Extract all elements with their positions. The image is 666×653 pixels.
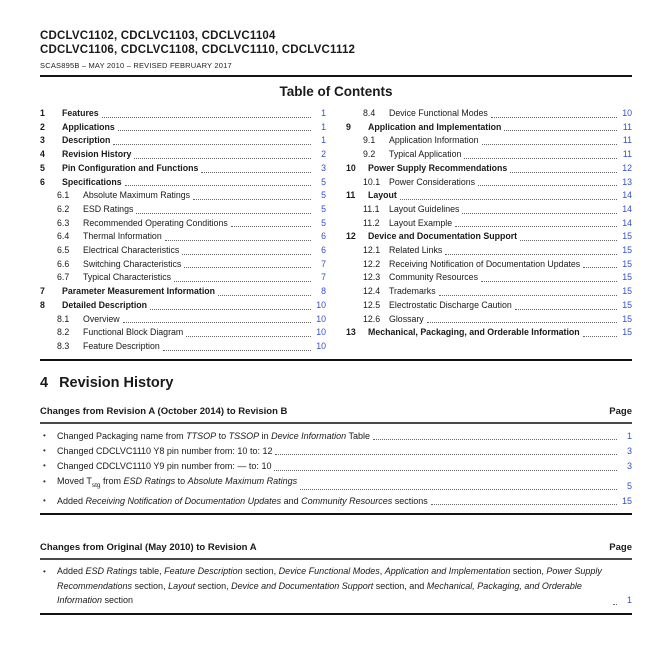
toc-page-link[interactable]: 5	[321, 203, 326, 214]
revision-item	[40, 428, 632, 443]
toc-entry-label: Specifications	[62, 176, 122, 187]
toc-page-link[interactable]: 7	[321, 272, 326, 283]
dot-leader	[613, 604, 617, 605]
toc-entry-number: 11	[346, 190, 356, 201]
dot-leader	[445, 254, 617, 255]
revision-table-page-label: Page	[609, 405, 632, 417]
revision-item-main	[57, 493, 632, 508]
revision-items	[40, 560, 632, 612]
revision-item-main	[57, 428, 632, 443]
revision-item-text: Added ESD Ratings table, Feature Description section, Device Functional Modes, Application and Implementation section, Power Supply Recommendations section, Layout section, Device and Documentation Support section, and Mechanical, Packaging, and Orderable Information section	[57, 566, 602, 606]
toc-entry	[346, 244, 632, 258]
toc-entry-label: Applications	[62, 121, 115, 132]
toc-entry-main	[389, 313, 632, 327]
toc-page-link[interactable]: 15	[622, 231, 632, 242]
toc-entry	[346, 121, 632, 135]
toc-entry-label: Glossary	[389, 313, 424, 324]
dot-leader	[400, 199, 617, 200]
dot-leader	[193, 199, 311, 200]
toc-entry-label: Application and Implementation	[368, 121, 502, 132]
toc-entry-number: 1	[40, 108, 45, 118]
toc-entry	[346, 107, 632, 121]
part-numbers-line2: CDCLVC1106, CDCLVC1108, CDCLVC1110, CDCLVC1112	[40, 43, 356, 56]
revision-item	[40, 564, 632, 607]
toc-entry-label: ESD Ratings	[83, 203, 134, 214]
dot-leader	[174, 281, 311, 282]
toc-entry	[346, 217, 632, 231]
toc-entry-number: 10	[346, 162, 356, 173]
toc-entry-main	[389, 148, 632, 162]
toc-entry	[346, 271, 632, 285]
dot-leader	[504, 130, 617, 131]
revision-item	[40, 443, 632, 458]
table-of-contents	[40, 107, 632, 354]
toc-page-link[interactable]: 14	[622, 190, 632, 201]
dot-leader	[186, 336, 311, 337]
bullet-icon	[40, 493, 57, 508]
toc-page-link[interactable]: 11	[622, 149, 632, 160]
toc-entry	[346, 189, 632, 203]
toc-entry-label: Device and Documentation Support	[368, 231, 518, 242]
toc-page-link[interactable]: 15	[622, 286, 632, 297]
dot-leader	[218, 295, 311, 296]
toc-entry	[346, 162, 632, 176]
dot-leader	[201, 172, 311, 173]
table-bottom-rule	[40, 513, 632, 515]
toc-entry-main	[368, 121, 632, 135]
dot-leader	[373, 439, 617, 440]
toc-entry	[346, 203, 632, 217]
toc-entry	[40, 299, 326, 313]
toc-entry-main	[389, 134, 632, 148]
toc-page-link[interactable]: 6	[321, 231, 326, 242]
bullet-icon	[40, 564, 57, 607]
toc-page-link[interactable]: 8	[321, 286, 326, 297]
toc-entry-main	[83, 217, 326, 231]
dot-leader	[491, 117, 617, 118]
dot-leader	[481, 281, 617, 282]
toc-page-link[interactable]: 13	[622, 176, 632, 187]
toc-entry-main	[389, 203, 632, 217]
toc-entry	[346, 285, 632, 299]
toc-entry-number: 3	[40, 135, 45, 146]
toc-entry-main	[389, 244, 632, 258]
toc-page-link[interactable]: 5	[321, 190, 326, 201]
toc-entry-main	[62, 121, 326, 135]
revision-item-main	[57, 458, 632, 473]
toc-entry-number: 11.2	[363, 217, 380, 228]
toc-page-link[interactable]: 10	[316, 299, 326, 310]
toc-entry-label: Layout Example	[389, 217, 453, 228]
toc-page-link[interactable]: 10	[316, 340, 326, 351]
toc-entry-number: 9	[346, 121, 351, 132]
toc-entry-label: Receiving Notification of Documentation Updates	[389, 258, 581, 269]
revision-page-link[interactable]: 15	[621, 496, 632, 507]
toc-entry-number: 9.1	[363, 135, 376, 146]
toc-entry	[40, 285, 326, 299]
toc-entry-number: 6.6	[57, 258, 70, 269]
toc-entry-main	[62, 162, 326, 176]
toc-page-link[interactable]: 14	[622, 217, 632, 228]
dot-leader	[165, 240, 311, 241]
toc-entry-label: Overview	[83, 313, 120, 324]
toc-entry-number: 6	[40, 176, 45, 187]
toc-entry-number: 12.4	[363, 286, 381, 297]
toc-entry	[40, 189, 326, 203]
toc-entry-main	[389, 258, 632, 272]
toc-entry-label: Absolute Maximum Ratings	[83, 190, 191, 201]
toc-entry-main	[83, 230, 326, 244]
dot-leader	[464, 158, 617, 159]
section-title: Revision History	[59, 374, 174, 391]
dot-leader	[300, 489, 617, 490]
table-bottom-rule	[40, 613, 632, 615]
revision-page-link[interactable]: 5	[626, 480, 632, 491]
toc-entry-label: Typical Characteristics	[83, 272, 171, 283]
revision-page-link[interactable]: 3	[626, 446, 632, 457]
dot-leader	[439, 295, 617, 296]
toc-entry-number: 12.1	[363, 245, 381, 256]
toc-entry-number: 12.6	[363, 313, 381, 324]
toc-entry-number: 5	[40, 162, 45, 173]
toc-entry	[346, 134, 632, 148]
toc-entry-main	[389, 176, 632, 190]
toc-entry	[40, 326, 326, 340]
toc-entry-label: Feature Description	[83, 340, 160, 351]
toc-entry-label: Power Supply Recommendations	[368, 162, 508, 173]
toc-page-link[interactable]: 1	[321, 135, 326, 146]
revision-item-text: Changed CDCLVC1110 Y8 pin number from: 10 to: 12	[57, 446, 273, 457]
bullet-icon	[40, 458, 57, 473]
dot-leader	[274, 470, 617, 471]
toc-page-link[interactable]: 14	[622, 203, 632, 214]
toc-entry-main	[83, 271, 326, 285]
revision-item	[40, 474, 632, 493]
toc-entry	[40, 258, 326, 272]
toc-page-link[interactable]: 6	[321, 245, 326, 256]
toc-entry-main	[62, 107, 326, 121]
toc-entry-number: 7	[40, 286, 45, 297]
dot-leader	[520, 240, 617, 241]
toc-page-link[interactable]: 12	[622, 162, 632, 173]
bullet-icon	[40, 474, 57, 493]
toc-entry-main	[389, 217, 632, 231]
toc-entry-main	[83, 340, 326, 354]
dot-leader	[275, 454, 617, 455]
toc-entry	[346, 299, 632, 313]
toc-entry-number: 12.2	[363, 258, 381, 269]
toc-page-link[interactable]: 5	[321, 176, 326, 187]
toc-entry-main	[389, 299, 632, 313]
toc-entry-number: 12	[346, 231, 356, 242]
toc-page-link[interactable]: 10	[622, 108, 632, 118]
revision-items	[40, 424, 632, 514]
section-number: 4	[40, 374, 49, 391]
revision-page-link[interactable]: 3	[626, 461, 632, 472]
header-rule	[40, 75, 632, 77]
toc-entry-number: 8.1	[57, 313, 70, 324]
toc-entry-label: Thermal Information	[83, 231, 162, 242]
toc-entry	[346, 258, 632, 272]
toc-entry	[40, 121, 326, 135]
dot-leader	[113, 144, 311, 145]
toc-entry-number: 2	[40, 121, 45, 132]
dot-leader	[231, 226, 311, 227]
toc-entry	[346, 326, 632, 340]
revision-item-main	[57, 564, 632, 607]
revision-page-link[interactable]: 1	[626, 430, 632, 441]
toc-entry-number: 4	[40, 149, 45, 160]
revision-table-caption: Changes from Revision A (October 2014) to Revision B	[40, 405, 288, 417]
revision-page-link[interactable]: 1	[626, 595, 632, 606]
dot-leader	[427, 322, 617, 323]
toc-entry	[40, 203, 326, 217]
dot-leader	[125, 185, 311, 186]
toc-title: Table of Contents	[279, 84, 393, 99]
toc-entry-label: Pin Configuration and Functions	[62, 162, 199, 173]
toc-entry-main	[368, 230, 632, 244]
toc-entry-label: Mechanical, Packaging, and Orderable Information	[368, 327, 580, 338]
revision-item	[40, 493, 632, 508]
toc-entry-number: 8	[40, 299, 45, 310]
revision-item-text: Moved $T_{stg}$ from ESD Ratings to Absolute Maximum Ratings	[57, 475, 298, 489]
toc-page-link[interactable]: 11	[622, 121, 632, 132]
toc-page-link[interactable]: 11	[622, 135, 632, 146]
toc-entry-main	[62, 134, 326, 148]
toc-entry-label: Typical Application	[389, 149, 462, 160]
toc-entry-label: Electrostatic Discharge Caution	[389, 299, 512, 310]
toc-entry-label: Parameter Measurement Information	[62, 286, 216, 297]
revision-table-caption-row	[40, 542, 632, 558]
toc-entry	[346, 148, 632, 162]
toc-entry-main	[389, 285, 632, 299]
toc-page-link[interactable]: 1	[321, 121, 326, 132]
dot-leader	[182, 254, 311, 255]
toc-page-link[interactable]: 15	[622, 313, 632, 324]
revision-item-text: Changed Packaging name from TTSOP to TSSOP in Device Information Table	[57, 430, 371, 441]
toc-entry-label: Switching Characteristics	[83, 258, 182, 269]
dot-leader	[462, 213, 617, 214]
dot-leader	[134, 158, 311, 159]
toc-entry	[40, 244, 326, 258]
toc-entry-label: Trademarks	[389, 286, 436, 297]
toc-entry-label: Detailed Description	[62, 299, 148, 310]
toc-entry-number: 6.7	[57, 272, 70, 283]
revision-table-caption: Changes from Original (May 2010) to Revision A	[40, 542, 257, 554]
dot-leader	[118, 130, 311, 131]
toc-right-column	[346, 107, 632, 354]
toc-page-link[interactable]: 15	[622, 245, 632, 256]
toc-entry-main	[83, 203, 326, 217]
toc-entry	[40, 176, 326, 190]
toc-entry	[40, 162, 326, 176]
toc-entry-main	[389, 107, 632, 121]
dot-leader	[431, 504, 617, 505]
bullet-icon	[40, 443, 57, 458]
dot-leader	[184, 267, 311, 268]
toc-entry-main	[368, 162, 632, 176]
toc-page-link[interactable]: 10	[316, 313, 326, 324]
toc-entry-main	[62, 148, 326, 162]
toc-entry-label: Description	[62, 135, 111, 146]
toc-entry-number: 6.4	[57, 231, 70, 242]
toc-entry	[40, 313, 326, 327]
dot-leader	[515, 309, 617, 310]
toc-page-link[interactable]: 1	[321, 108, 326, 118]
toc-entry-main	[83, 326, 326, 340]
revision-item-main	[57, 443, 632, 458]
toc-entry-main	[83, 244, 326, 258]
toc-entry	[40, 148, 326, 162]
toc-entry	[346, 313, 632, 327]
part-numbers-line1: CDCLVC1102, CDCLVC1103, CDCLVC1104	[40, 30, 276, 42]
toc-entry-label: Community Resources	[389, 272, 478, 283]
revision-tables	[40, 406, 632, 615]
dot-leader	[150, 309, 311, 310]
toc-entry-label: Layout	[368, 190, 397, 201]
toc-entry	[40, 271, 326, 285]
toc-entry-number: 8.3	[57, 340, 70, 351]
toc-page-link[interactable]: 15	[622, 272, 632, 283]
toc-entry-number: 6.3	[57, 217, 70, 228]
toc-entry-number: 12.5	[363, 299, 381, 310]
doc-code-revision-line: SCAS895B – MAY 2010 – REVISED FEBRUARY 2017	[40, 61, 232, 70]
dot-leader	[583, 336, 617, 337]
revision-table	[40, 406, 632, 516]
toc-entry-number: 8.4	[363, 108, 376, 118]
revision-table	[40, 542, 632, 614]
toc-entry	[346, 176, 632, 190]
dot-leader	[478, 185, 617, 186]
toc-page-link[interactable]: 15	[622, 299, 632, 310]
toc-entry-number: 9.2	[363, 149, 376, 160]
toc-entry-main	[62, 299, 326, 313]
toc-entry-number: 11.1	[363, 203, 380, 214]
revision-item-main	[57, 474, 632, 493]
toc-entry-main	[83, 189, 326, 203]
toc-entry-main	[389, 271, 632, 285]
toc-entry-label: Device Functional Modes	[389, 108, 488, 118]
toc-entry-number: 10.1	[363, 176, 381, 187]
toc-entry	[40, 107, 326, 121]
toc-bottom-rule	[40, 359, 632, 361]
toc-page-link[interactable]: 2	[321, 149, 326, 160]
toc-entry-main	[62, 176, 326, 190]
dot-leader	[123, 322, 311, 323]
dot-leader	[583, 267, 617, 268]
bullet-icon	[40, 428, 57, 443]
toc-entry-main	[83, 313, 326, 327]
toc-entry-main	[368, 189, 632, 203]
toc-entry	[40, 134, 326, 148]
toc-page-link[interactable]: 7	[321, 258, 326, 269]
toc-entry-main	[62, 285, 326, 299]
toc-entry-label: Power Considerations	[389, 176, 476, 187]
toc-entry	[40, 217, 326, 231]
toc-entry-number: 13	[346, 327, 356, 338]
dot-leader	[510, 172, 617, 173]
revision-item-text: Changed CDCLVC1110 Y9 pin number from: — to: 10	[57, 461, 272, 472]
revision-history-heading	[40, 375, 632, 391]
revision-item-text: Added Receiving Notification of Documentation Updates and Community Resources sections	[57, 496, 428, 507]
revision-table-page-label: Page	[609, 542, 632, 554]
toc-page-link[interactable]: 15	[622, 258, 632, 269]
toc-entry-label: Related Links	[389, 245, 443, 256]
revision-table-caption-row	[40, 406, 632, 422]
dot-leader	[455, 226, 617, 227]
doc-header	[40, 30, 632, 77]
toc-entry-number: 6.5	[57, 245, 70, 256]
toc-page-link[interactable]: 15	[622, 327, 632, 338]
toc-page-link[interactable]: 10	[316, 327, 326, 338]
toc-left-column	[40, 107, 326, 354]
toc-entry-main	[368, 326, 632, 340]
toc-entry-label: Revision History	[62, 149, 132, 160]
toc-entry-number: 12.3	[363, 272, 381, 283]
dot-leader	[102, 117, 311, 118]
toc-entry-number: 6.1	[57, 190, 70, 201]
dot-leader	[163, 350, 311, 351]
toc-entry-number: 8.2	[57, 327, 70, 338]
toc-entry-label: Features	[62, 108, 99, 118]
toc-page-link[interactable]: 5	[321, 217, 326, 228]
dot-leader	[482, 144, 618, 145]
toc-entry-label: Layout Guidelines	[389, 203, 460, 214]
toc-entry-number: 6.2	[57, 203, 70, 214]
toc-entry-label: Electrical Characteristics	[83, 245, 180, 256]
toc-entry-label: Application Information	[389, 135, 479, 146]
toc-entry	[346, 230, 632, 244]
dot-leader	[136, 213, 311, 214]
toc-entry-label: Functional Block Diagram	[83, 327, 184, 338]
toc-entry	[40, 230, 326, 244]
toc-entry-label: Recommended Operating Conditions	[83, 217, 228, 228]
revision-item	[40, 458, 632, 473]
toc-page-link[interactable]: 3	[321, 162, 326, 173]
toc-entry-main	[83, 258, 326, 272]
toc-entry	[40, 340, 326, 354]
